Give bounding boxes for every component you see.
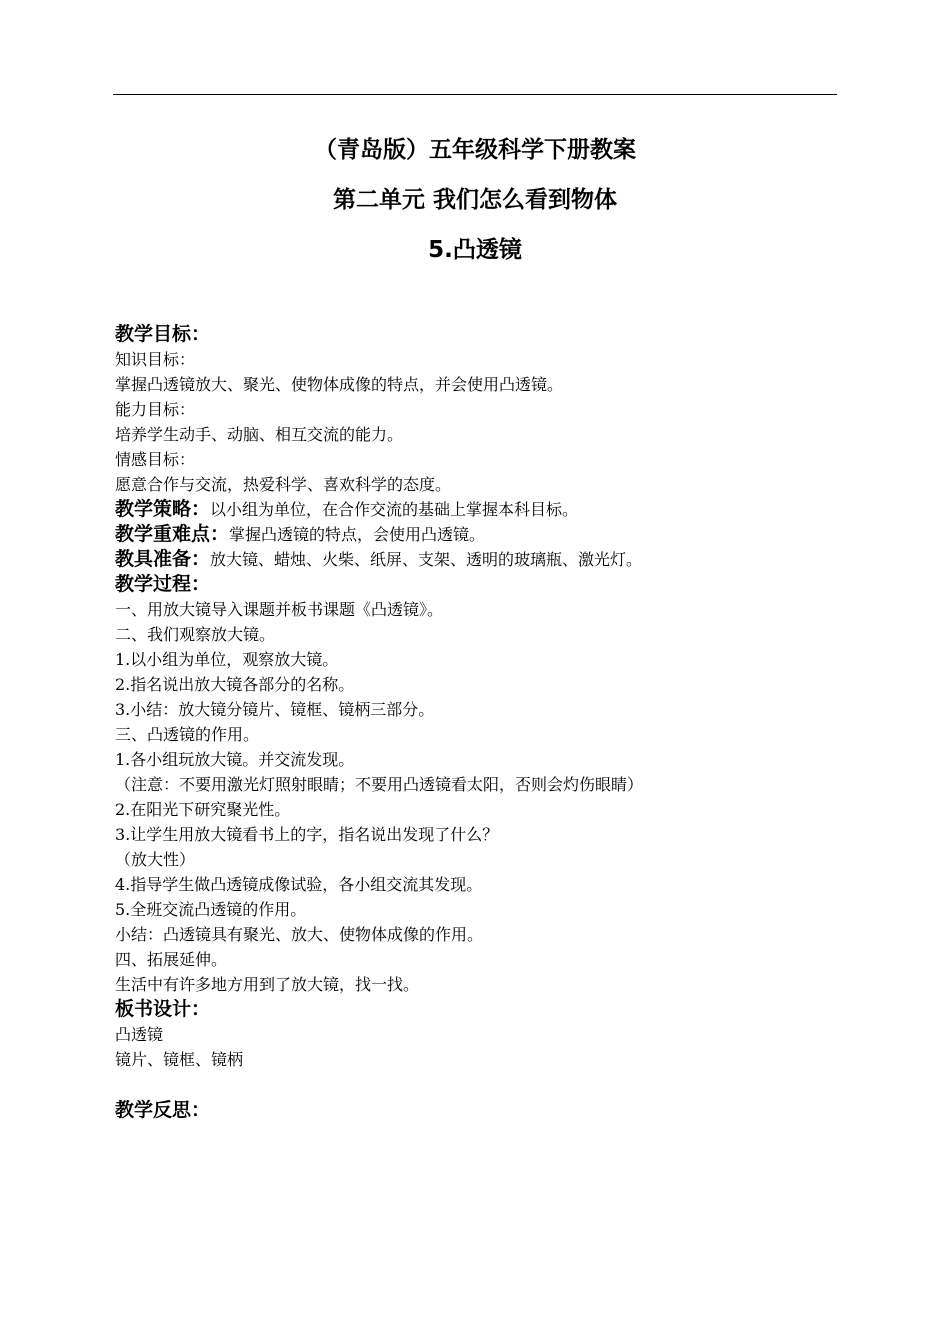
- process-line: 生活中有许多地方用到了放大镜，找一找。: [115, 975, 420, 994]
- emotion-goal-text: 愿意合作与交流，热爱科学、喜欢科学的态度。: [115, 475, 452, 494]
- process-line: 小结：凸透镜具有聚光、放大、使物体成像的作用。: [115, 925, 484, 944]
- materials-heading: 教具准备：: [115, 548, 211, 570]
- process-line: 三、凸透镜的作用。: [115, 725, 260, 744]
- materials-line: [115, 547, 840, 572]
- process-line: 1.各小组玩放大镜。并交流发现。: [115, 750, 355, 769]
- title-block: [113, 130, 837, 280]
- lesson-title: 5.凸透镜: [428, 237, 522, 263]
- process-line: 3.小结：放大镜分镜片、镜框、镜柄三部分。: [115, 700, 435, 719]
- document-title: （青岛版）五年级科学下册教案: [314, 137, 636, 163]
- strategy-heading: 教学策略：: [115, 498, 211, 520]
- process-line: 二、我们观察放大镜。: [115, 625, 276, 644]
- knowledge-goal-label: 知识目标：: [115, 350, 196, 369]
- process-line: 5.全班交流凸透镜的作用。: [115, 900, 307, 919]
- process-line: （注意：不要用激光灯照射眼睛；不要用凸透镜看太阳，否则会灼伤眼睛）: [115, 775, 644, 794]
- knowledge-goal-text: 掌握凸透镜放大、聚光、使物体成像的特点，并会使用凸透镜。: [115, 375, 564, 394]
- lesson-plan-body: [115, 322, 840, 1123]
- emotion-goal-label: 情感目标：: [115, 450, 196, 469]
- process-heading: 教学过程：: [115, 573, 211, 595]
- process-line: 3.让学生用放大镜看书上的字，指名说出发现了什么？: [115, 825, 499, 844]
- board-heading: 板书设计：: [115, 998, 211, 1020]
- process-line: （放大性）: [115, 850, 196, 869]
- process-line: 4.指导学生做凸透镜成像试验，各小组交流其发现。: [115, 875, 483, 894]
- ability-goal-label: 能力目标：: [115, 400, 196, 419]
- keypoints-heading: 教学重难点：: [115, 523, 230, 545]
- process-line: 2.指名说出放大镜各部分的名称。: [115, 675, 355, 694]
- reflection-section: [115, 1098, 840, 1123]
- unit-title: 第二单元 我们怎么看到物体: [332, 187, 617, 213]
- process-line: 一、用放大镜导入课题并板书课题《凸透镜》。: [115, 600, 444, 619]
- process-line: 四、拓展延伸。: [115, 950, 228, 969]
- process-line: 1.以小组为单位，观察放大镜。: [115, 650, 339, 669]
- board-line-2: 镜片、镜框、镜柄: [115, 1050, 244, 1069]
- strategy-text: 以小组为单位，在合作交流的基础上掌握本科目标。: [210, 500, 579, 519]
- section-spacer: [115, 1072, 840, 1098]
- ability-goal-text: 培养学生动手、动脑、相互交流的能力。: [115, 425, 404, 444]
- strategy-line: [115, 497, 840, 522]
- goals-section: [115, 322, 840, 347]
- board-section: [115, 997, 840, 1022]
- keypoints-line: [115, 522, 840, 547]
- goals-heading: 教学目标：: [115, 323, 211, 345]
- reflection-heading: 教学反思：: [115, 1099, 211, 1121]
- materials-text: 放大镜、蜡烛、火柴、纸屏、支架、透明的玻璃瓶、激光灯。: [210, 550, 643, 569]
- board-line-1: 凸透镜: [115, 1025, 164, 1044]
- process-line: 2.在阳光下研究聚光性。: [115, 800, 291, 819]
- process-section: [115, 572, 840, 597]
- keypoints-text: 掌握凸透镜的特点，会使用凸透镜。: [229, 525, 486, 544]
- header-rule: [113, 94, 837, 95]
